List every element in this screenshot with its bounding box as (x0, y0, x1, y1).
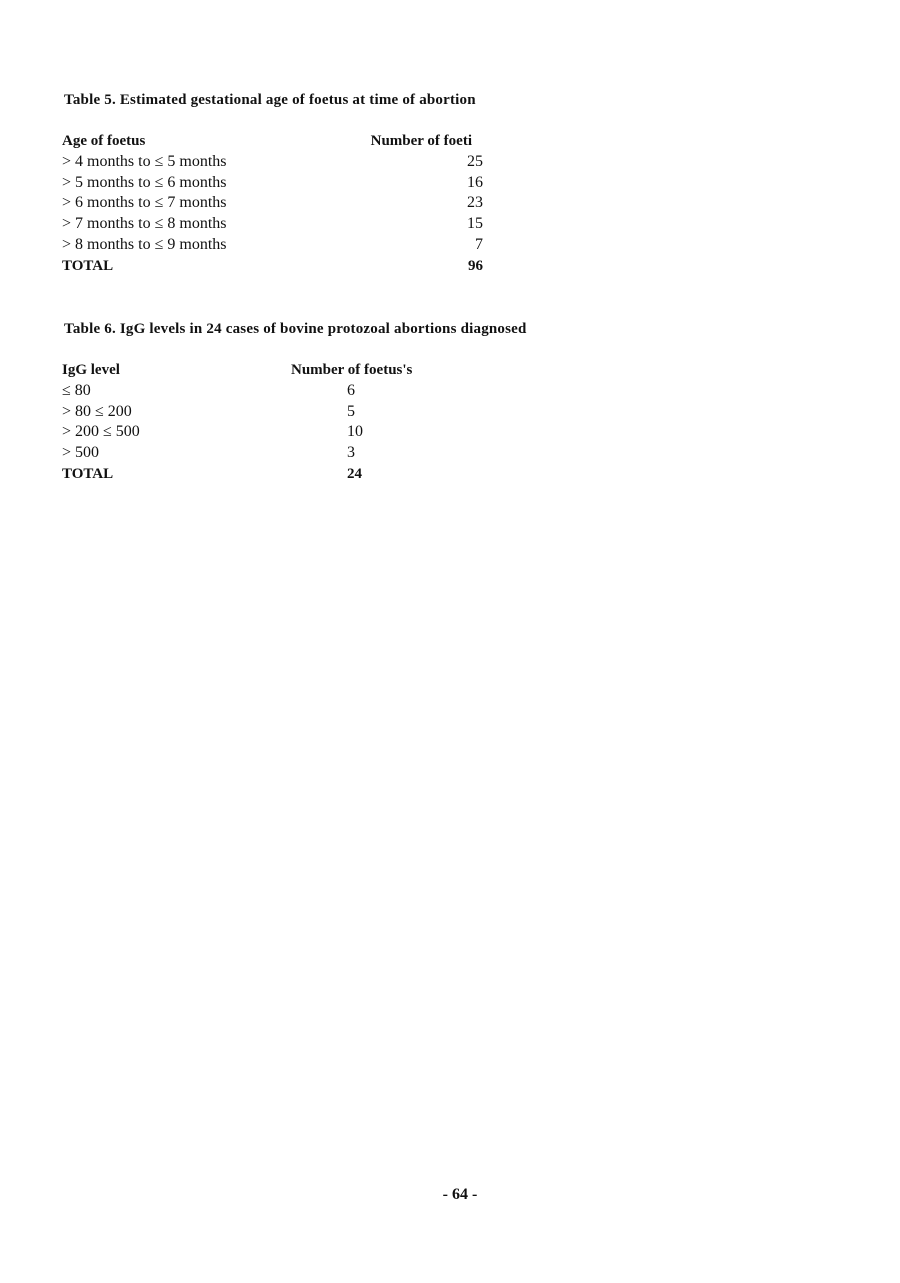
table-row (62, 381, 462, 402)
count-cell: 7 (475, 235, 483, 253)
column-header-number-of-foetuses: Number of foetus's (291, 362, 413, 378)
count-cell: 10 (347, 423, 363, 441)
column-header-igg-level: IgG level (62, 362, 120, 378)
total-label: TOTAL (62, 257, 114, 274)
table-6-header-row (62, 360, 462, 381)
table-row (62, 235, 502, 256)
table-5-header-row (62, 131, 502, 152)
table-row (62, 422, 462, 443)
age-range-cell: > 5 months to ≤ 6 months (62, 173, 227, 191)
igg-level-cell: > 80 ≤ 200 (62, 402, 132, 420)
page-number-footer (0, 1186, 900, 1204)
total-value: 96 (468, 257, 483, 274)
igg-level-cell: > 200 ≤ 500 (62, 423, 140, 441)
count-cell: 3 (347, 444, 355, 462)
age-range-cell: > 6 months to ≤ 7 months (62, 194, 227, 212)
count-cell: 23 (467, 194, 483, 212)
count-cell: 16 (467, 173, 483, 191)
table-5-caption: Table 5. Estimated gestational age of foetus at time of abortion (64, 92, 476, 108)
table-6-caption: Table 6. IgG levels in 24 cases of bovine protozoal abortions diagnosed (64, 321, 527, 337)
table-5 (62, 131, 502, 277)
count-cell: 5 (347, 402, 355, 420)
total-value: 24 (347, 465, 362, 482)
table-row (62, 402, 462, 423)
table-row (62, 193, 502, 214)
age-range-cell: > 4 months to ≤ 5 months (62, 152, 227, 170)
total-label: TOTAL (62, 465, 114, 482)
table-6 (62, 360, 462, 485)
count-cell: 25 (467, 152, 483, 170)
age-range-cell: > 8 months to ≤ 9 months (62, 235, 227, 253)
count-cell: 6 (347, 381, 355, 399)
igg-level-cell: ≤ 80 (62, 381, 91, 399)
count-cell: 15 (467, 215, 483, 233)
table-row (62, 443, 462, 464)
table-row (62, 152, 502, 173)
age-range-cell: > 7 months to ≤ 8 months (62, 215, 227, 233)
table-6-total-row (62, 464, 462, 485)
column-header-number-of-foeti: Number of foeti (370, 133, 472, 149)
igg-level-cell: > 500 (62, 444, 100, 462)
column-header-age-of-foetus: Age of foetus (62, 133, 146, 149)
page-number: - 64 - (442, 1186, 478, 1203)
table-row (62, 214, 502, 235)
table-row (62, 173, 502, 194)
table-5-total-row (62, 256, 502, 277)
